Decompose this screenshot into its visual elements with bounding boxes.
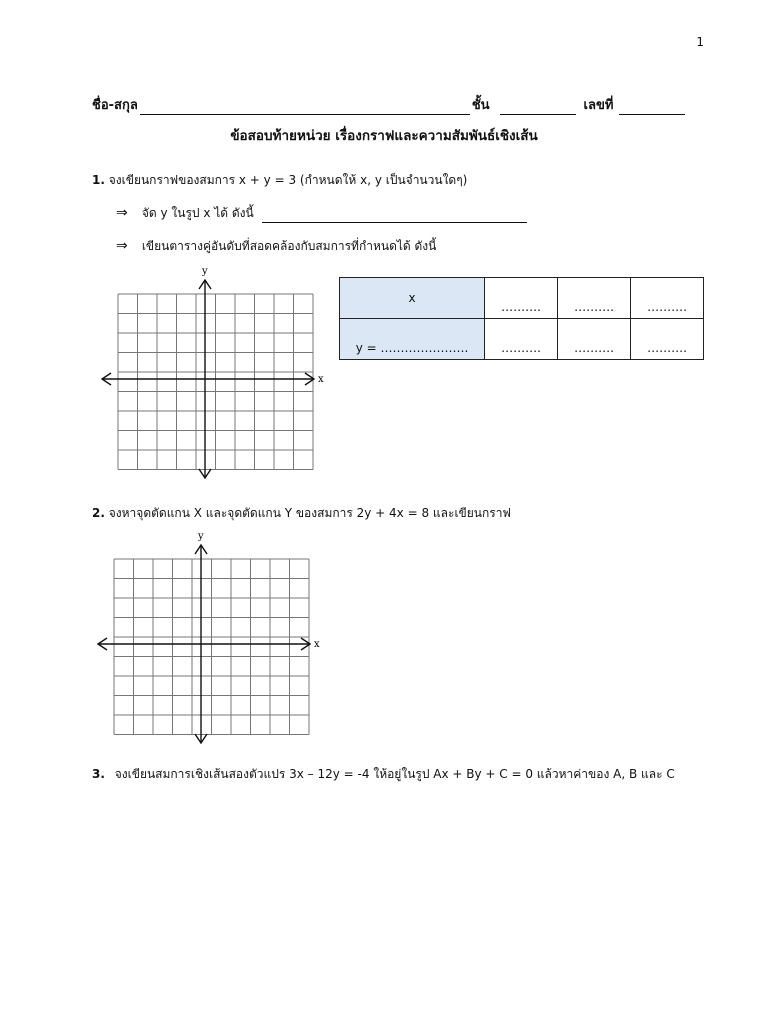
y-value-cell[interactable]: ………. — [631, 319, 704, 360]
ordered-pair-table — [339, 277, 704, 360]
x-axis-label: x — [318, 374, 324, 385]
question-2-number: 2. — [92, 506, 105, 520]
step-1-text: จัด y ในรูป x ได้ ดังนี้ — [141, 206, 254, 220]
name-blank[interactable] — [140, 100, 470, 115]
x-axis-label: x — [314, 639, 320, 650]
graph-grid-1[interactable] — [100, 262, 330, 482]
y-header-cell[interactable]: y = …………………. — [340, 319, 485, 360]
question-3-text: จงเขียนสมการเชิงเส้นสองตัวแปร 3x – 12y = -4 ให้อยู่ในรูป Ax + By + C = 0 แล้วหาค่าของ A, B และ C — [114, 767, 675, 781]
step-1-answer-blank[interactable] — [262, 210, 527, 223]
question-1-step-2 — [116, 237, 436, 256]
y-value-cell[interactable]: ………. — [558, 319, 631, 360]
name-label: ชื่อ-สกุล — [92, 98, 138, 113]
implies-arrow-icon: ⇒ — [116, 205, 128, 221]
y-axis-label: y — [198, 531, 204, 542]
number-blank[interactable] — [619, 100, 685, 115]
table-row-y — [340, 319, 704, 360]
number-label: เลขที่ — [583, 98, 614, 113]
y-axis-label: y — [202, 266, 208, 277]
table-row-x — [340, 278, 704, 319]
class-blank[interactable] — [500, 100, 576, 115]
question-1 — [92, 171, 467, 190]
class-label: ชั้น — [471, 98, 490, 113]
implies-arrow-icon: ⇒ — [116, 238, 128, 254]
question-1-number: 1. — [92, 173, 105, 187]
question-3-number: 3. — [92, 767, 105, 781]
exam-title: ข้อสอบท้ายหน่วย เรื่องกราฟและความสัมพันธ์เชิงเส้น — [230, 128, 538, 144]
page-number: 1 — [696, 35, 704, 49]
graph-grid-2[interactable] — [96, 527, 326, 747]
question-1-text: จงเขียนกราฟของสมการ x + y = 3 (กำหนดให้ x, y เป็นจำนวนใดๆ) — [108, 173, 468, 187]
x-value-cell[interactable]: ………. — [485, 278, 558, 319]
question-2-text: จงหาจุดตัดแกน X และจุดตัดแกน Y ของสมการ 2y + 4x = 8 และเขียนกราฟ — [108, 506, 511, 520]
step-2-text: เขียนตารางคู่อันดับที่สอดคล้องกับสมการที่กำหนดได้ ดังนี้ — [141, 239, 437, 253]
student-info-line — [92, 94, 704, 115]
y-value-cell[interactable]: ………. — [485, 319, 558, 360]
question-3 — [92, 765, 675, 784]
question-2 — [92, 504, 511, 523]
question-1-step-1 — [116, 204, 527, 223]
x-value-cell[interactable]: ………. — [631, 278, 704, 319]
x-header-cell: x — [340, 278, 485, 319]
x-value-cell[interactable]: ………. — [558, 278, 631, 319]
